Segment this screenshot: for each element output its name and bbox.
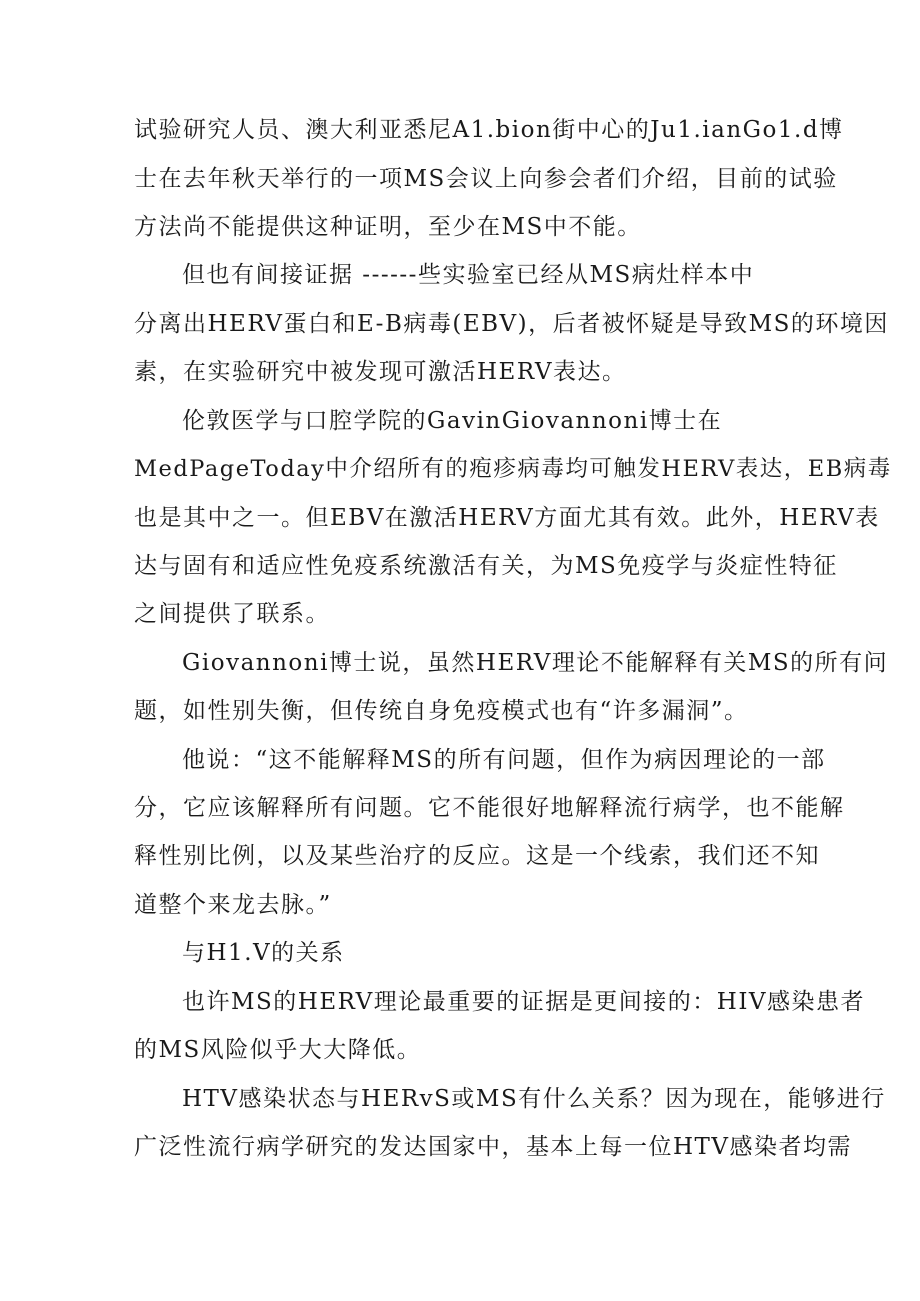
text-line: 素，在实验研究中被发现可激活HERV表达。 <box>134 359 627 385</box>
text-line: Giovannoni博士说，虽然HERV理论不能解释有关MS的所有问 <box>182 650 889 676</box>
text-line: 也是其中之一。但EBV在激活HERV方面尤其有效。此外，HERV表 <box>134 505 880 531</box>
text-line: 广泛性流行病学研究的发达国家中，基本上每一位HTV感染者均需 <box>134 1134 853 1160</box>
text-line: 释性别比例，以及某些治疗的反应。这是一个线索，我们还不知 <box>134 843 820 869</box>
text-line: 题，如性别失衡，但传统自身免疫模式也有“许多漏洞”。 <box>134 698 749 724</box>
text-line: 分离出HERV蛋白和E-B病毒(EBV)，后者被怀疑是导致MS的环境因 <box>134 311 889 337</box>
text-line: HTV感染状态与HERvS或MS有什么关系？因为现在，能够进行 <box>182 1086 886 1112</box>
text-line: 伦敦医学与口腔学院的GavinGiovannoni博士在 <box>182 408 723 434</box>
text-line: MedPageToday中介绍所有的疱疹病毒均可触发HERV表达，EB病毒 <box>134 456 892 482</box>
text-line: 他说：“这不能解释MS的所有问题，但作为病因理论的一部 <box>182 747 826 773</box>
text-line: 但也有间接证据 ------些实验室已经从MS病灶样本中 <box>182 262 755 288</box>
text-line: 的MS风险似乎大大降低。 <box>134 1037 422 1063</box>
text-line: 分，它应该解释所有问题。它不能很好地解释流行病学，也不能解 <box>134 795 845 821</box>
text-line: 方法尚不能提供这种证明，至少在MS中不能。 <box>134 214 642 240</box>
text-line: 试验研究人员、澳大利亚悉尼A1.bion街中心的Ju1.ianGo1.d博 <box>134 117 844 143</box>
text-line: 道整个来龙去脉。” <box>134 892 332 918</box>
text-line: 士在去年秋天举行的一项MS会议上向参会者们介绍，目前的试验 <box>134 166 838 192</box>
text-line: 之间提供了联系。 <box>134 601 330 627</box>
text-line: 达与固有和适应性免疫系统激活有关，为MS免疫学与炎症性特征 <box>134 553 838 579</box>
text-line: 也许MS的HERV理论最重要的证据是更间接的：HIV感染患者 <box>182 989 866 1015</box>
section-heading: 与H1.V的关系 <box>182 940 345 966</box>
